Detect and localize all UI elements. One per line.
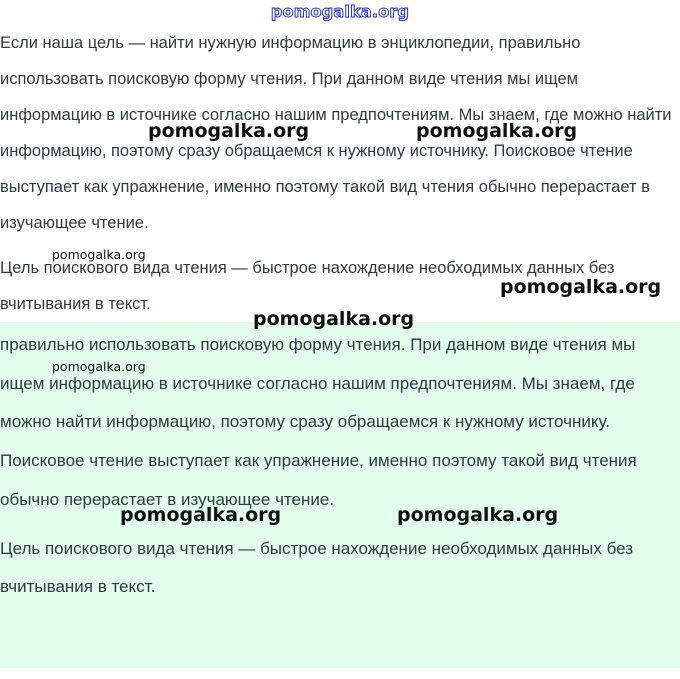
article-paragraph: Если наша цель — найти нужную информацию в энциклопедии, правильно использовать поисковую форму чтения. При данном виде чтения мы ищем информацию в источнике согласно нашим предпочтениям. Мы знаем, где можно найти информацию, поэтому сразу обращаемся к нужному источнику. Поисковое чтение выступает как упражнение, именно поэтому такой вид чтения обычно перерастает в изучающее чтение. — [0, 34, 672, 232]
site-logo[interactable]: pomogalka.org — [270, 2, 410, 21]
watermark: pomogalka.org — [52, 247, 146, 262]
watermark: pomogalka.org — [120, 504, 282, 526]
watermark: pomogalka.org — [500, 276, 662, 298]
watermark: pomogalka.org — [253, 308, 415, 330]
watermark: pomogalka.org — [416, 120, 578, 142]
watermark: pomogalka.org — [148, 120, 310, 142]
watermark: pomogalka.org — [397, 504, 559, 526]
watermark: pomogalka.org — [52, 359, 146, 374]
answer-paragraph: правильно использовать поисковую форму чтения. При данном виде чтения мы ищем информацию в источнике согласно нашим предпочтениям. Мы знаем, где можно найти информацию, поэтому сразу обращаемся к нужному источнику. Поисковое чтение выступает как упражнение, именно поэтому такой вид чтения обычно перерастает в изучающее чтение. — [0, 335, 637, 509]
answer-paragraph: Цель поискового вида чтения — быстрое нахождение необходимых данных без вчитывания в текст. — [0, 538, 634, 597]
article-paragraph: Цель поискового вида чтения — быстрое нахождение необходимых данных без вчитывания в текст. — [0, 259, 615, 313]
